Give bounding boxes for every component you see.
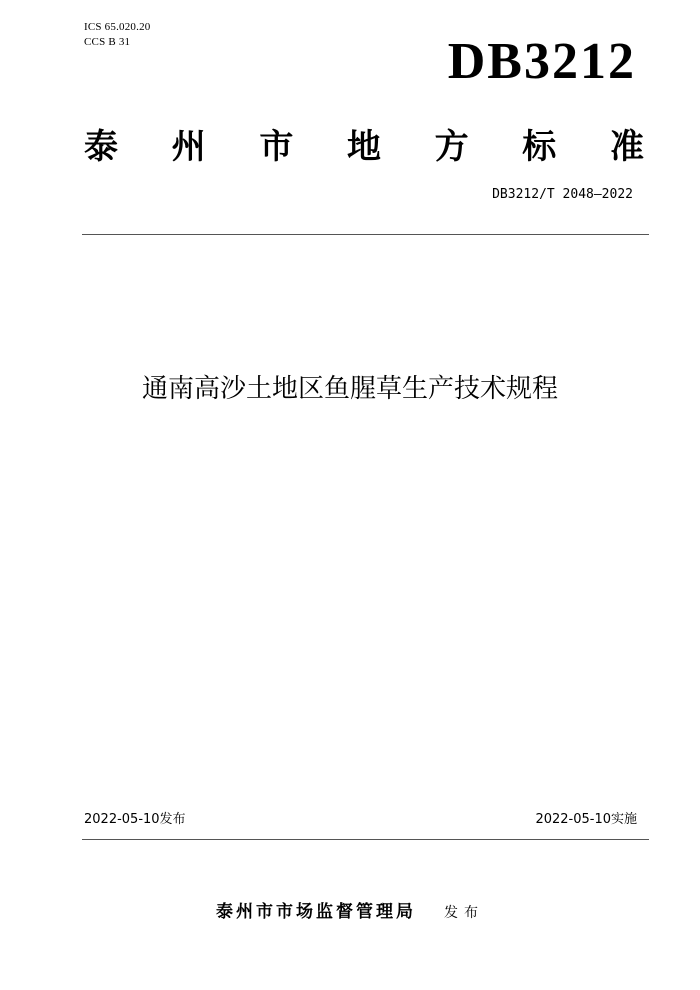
standard-type-char: 地 [346, 127, 381, 167]
top-divider [82, 234, 649, 235]
standard-type-char: 州 [171, 127, 206, 167]
issuer-line [0, 898, 700, 927]
standard-type-heading [84, 124, 644, 170]
standard-type-char: 方 [434, 127, 469, 167]
ccs-code: CCS B 31 [84, 36, 131, 48]
issuer-name: 泰州市市场监督管理局 [216, 902, 416, 922]
implementation-date: 2022-05-10实施 [535, 812, 637, 827]
standard-type-char: 准 [609, 127, 644, 167]
issuer-action: 发布 [444, 905, 484, 921]
document-title: 通南高沙土地区鱼腥草生产技术规程 [141, 374, 558, 404]
standard-type-char: 标 [522, 127, 557, 167]
ics-code: ICS 65.020.20 [84, 21, 151, 33]
db-code-heading: DB3212 [447, 33, 636, 90]
classification-codes [84, 20, 150, 50]
standard-type-char: 市 [259, 127, 294, 167]
standard-number: DB3212/T 2048—2022 [492, 187, 633, 202]
issue-date: 2022-05-10发布 [84, 812, 186, 827]
standard-type-char: 泰 [84, 127, 118, 167]
bottom-divider [82, 839, 649, 840]
